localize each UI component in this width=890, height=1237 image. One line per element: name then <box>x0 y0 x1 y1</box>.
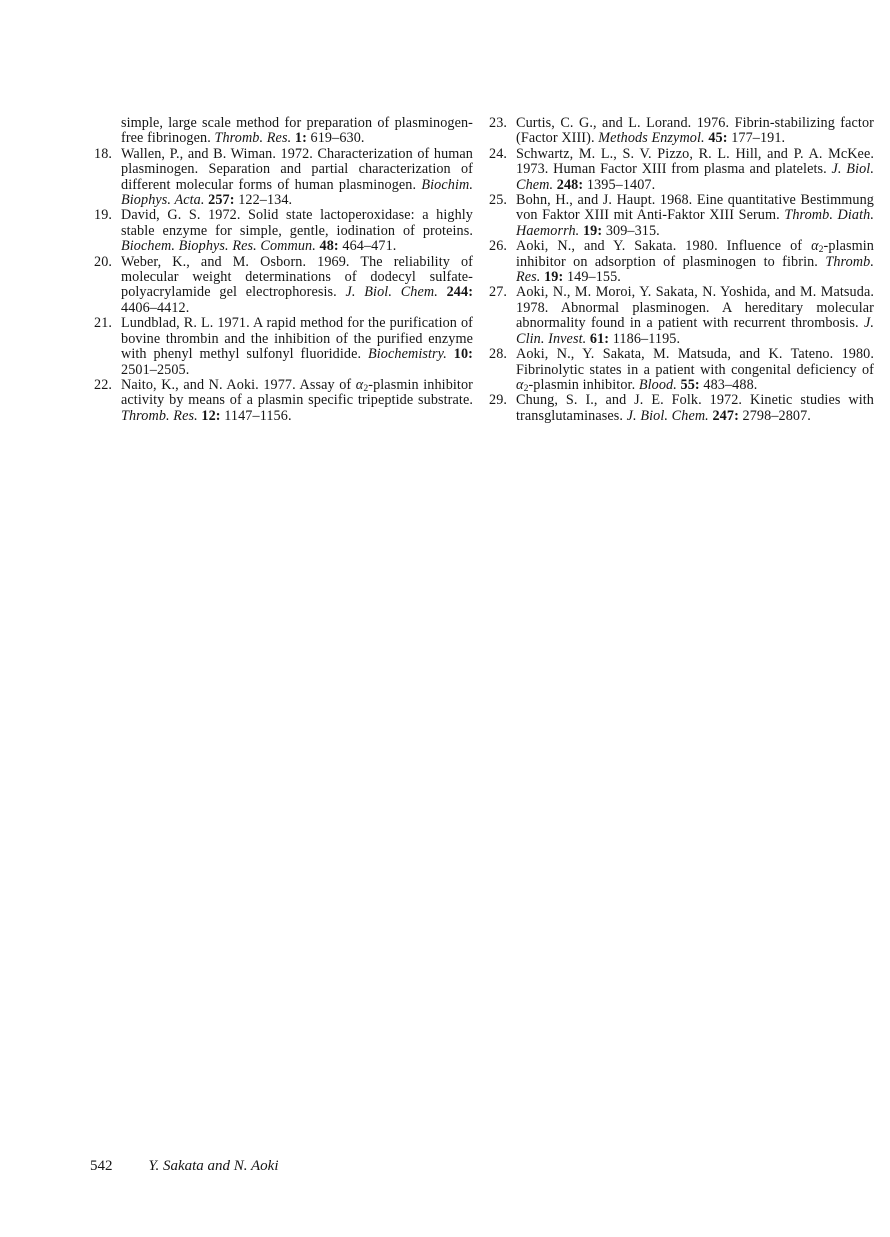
reference-item <box>489 285 874 347</box>
reference-text: simple, large scale method for preparation of plasminogen-free fibrinogen. Thromb. Res. 1: 619–630. <box>121 115 473 147</box>
reference-item <box>94 255 473 317</box>
reference-item <box>489 193 874 239</box>
reference-item <box>489 239 874 285</box>
reference-text: Weber, K., and M. Osborn. 1969. The reliability of molecular weight determinations of dodecyl sulfate-polyacrylamide gel electrophoresis. J. Biol. Chem. 244: 4406–4412. <box>121 253 474 316</box>
reference-item <box>489 116 874 147</box>
reference-text: Chung, S. I., and J. E. Folk. 1972. Kinetic studies with transglutaminases. J. Biol. Chem. 247: 2798–2807. <box>516 392 874 424</box>
reference-text: Lundblad, R. L. 1971. A rapid method for the purification of bovine thrombin and the inhibition of the purified enzyme with phenyl methyl sulfonyl fluoridide. Biochemistry. 10: 2501–2505. <box>121 315 473 378</box>
reference-number: 28. <box>489 346 508 363</box>
reference-number: 18. <box>94 145 113 162</box>
reference-number: 25. <box>489 192 508 209</box>
references-right-column <box>489 116 874 424</box>
reference-text: Aoki, N., and Y. Sakata. 1980. Influence of α2-plasmin inhibitor on adsorption of plasminogen to fibrin. Thromb. Res. 19: 149–155. <box>516 238 874 286</box>
reference-item <box>94 378 473 424</box>
reference-number: 29. <box>489 392 508 409</box>
reference-item <box>94 147 473 209</box>
reference-number: 20. <box>94 253 113 270</box>
reference-item <box>489 147 874 193</box>
reference-text: Wallen, P., and B. Wiman. 1972. Characterization of human plasminogen. Separation and partial characterization of different molecular forms of human plasminogen. Biochim. Biophys. Acta. 257: 122–134. <box>121 145 473 209</box>
running-title: Y. Sakata and N. Aoki <box>148 1158 279 1174</box>
reference-number: 19. <box>94 207 113 224</box>
reference-item <box>94 208 473 254</box>
reference-item <box>489 393 874 424</box>
reference-item <box>94 316 473 378</box>
reference-text: Naito, K., and N. Aoki. 1977. Assay of α2-plasmin inhibitor activity by means of a plasmin specific tripeptide substrate. Thromb. Res. 12: 1147–1156. <box>121 376 473 424</box>
reference-number: 24. <box>489 145 508 162</box>
reference-number: 23. <box>489 115 508 131</box>
reference-number: 22. <box>94 376 113 393</box>
reference-item <box>94 116 473 147</box>
page-footer <box>90 1157 279 1175</box>
reference-text: Schwartz, M. L., S. V. Pizzo, R. L. Hill, and P. A. McKee. 1973. Human Factor XIII from plasma and platelets. J. Biol. Chem. 248: 1395–1407. <box>516 145 874 193</box>
references-left-column <box>94 116 473 424</box>
reference-text: Curtis, C. G., and L. Lorand. 1976. Fibrin-stabilizing factor (Factor XIII). Methods Enzymol. 45: 177–191. <box>516 115 874 147</box>
reference-number: 27. <box>489 284 508 301</box>
reference-text: Aoki, N., M. Moroi, Y. Sakata, N. Yoshida, and M. Matsuda. 1978. Abnormal plasminogen. A hereditary molecular abnormality found in a patient with recurrent thrombosis. J. Clin. Invest. 61: 1186–1195. <box>516 284 874 347</box>
reference-text: Aoki, N., Y. Sakata, M. Matsuda, and K. Tateno. 1980. Fibrinolytic states in a patient with congenital deficiency of α2-plasmin inhibitor. Blood. 55: 483–488. <box>516 346 874 395</box>
page-number: 542 <box>90 1158 113 1174</box>
reference-number: 26. <box>489 238 508 255</box>
reference-item <box>489 347 874 393</box>
reference-text: David, G. S. 1972. Solid state lactoperoxidase: a highly stable enzyme for simple, gentle, iodination of proteins. Biochem. Biophys. Res. Commun. 48: 464–471. <box>121 207 473 255</box>
reference-number: 21. <box>94 315 113 332</box>
reference-text: Bohn, H., and J. Haupt. 1968. Eine quantitative Bestimmung von Faktor XIII mit Anti-Faktor XIII Serum. Thromb. Diath. Haemorrh. 19: 309–315. <box>516 192 874 239</box>
